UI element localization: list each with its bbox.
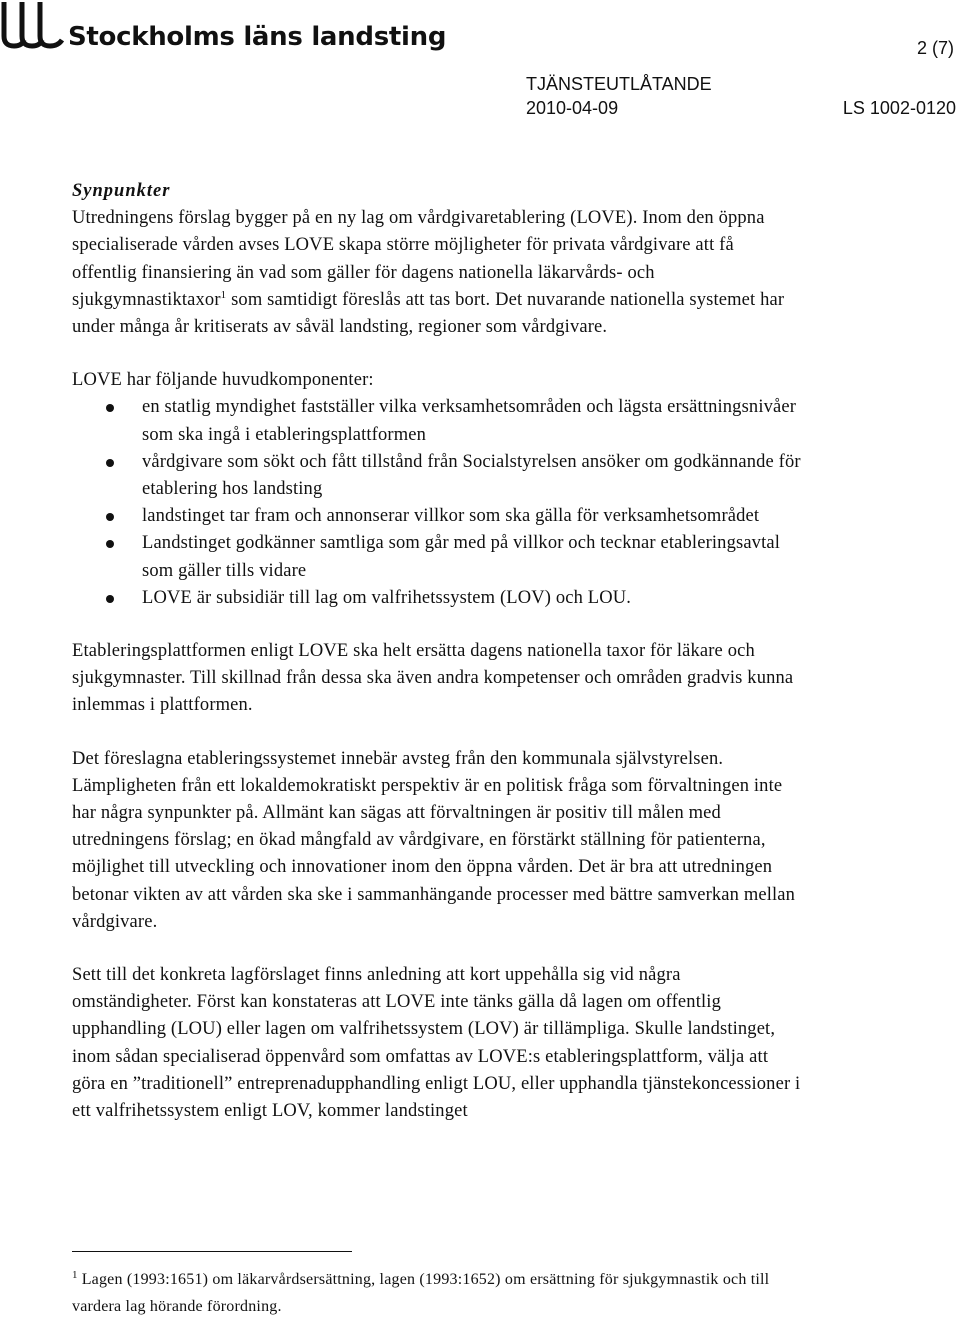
document-date: 2010-04-09 — [526, 98, 619, 118]
sll-logo-mark-icon — [0, 0, 66, 52]
list-item — [71, 530, 802, 584]
document-number: LS 1002-0120 — [842, 98, 956, 118]
paragraph-1-text-a: Utredningens förslag bygger på en ny lag om vårdgivaretablering (LOVE). Inom den öppna specialiserade vården avses LOVE skapa större möjligheter för privata vårdgivare att få offentlig finansiering än vad som gäller för dagens nationella läkarvårds- och sjukgymnastiktaxor — [72, 208, 765, 310]
bullet-icon — [106, 513, 114, 521]
footnote-reference[interactable]: 1 — [220, 288, 227, 301]
document-body — [72, 178, 802, 1151]
list-item-text: LOVE är subsidiär till lag om valfrihetssystem (LOV) och LOU. — [142, 587, 632, 608]
bullet-icon — [106, 540, 114, 548]
page-number: 2 (7) — [916, 38, 954, 58]
bullet-icon — [106, 404, 114, 412]
footnote-divider — [72, 1251, 352, 1252]
list-item — [71, 449, 802, 503]
paragraph-3: Det föreslagna etableringssystemet innebär avsteg från den kommunala självstyrelsen. Lämpligheten från ett lokaldemokratiskt perspektiv är en politisk fråga som förvaltningen inte har några synpunkter på. Allmänt kan sägas att förvaltningen är positiv till målen med utredningens förslag; en ökad mångfald av vårdgivare, en förstärkt ställning för patienterna, möjlighet till utveckling och innovationer inom den öppna vården. Det är bra att utredningen betonar vikten av att vården ska ske i sammanhängande processer med bättre samverkan mellan vårdgivare. — [72, 748, 796, 932]
footnote-marker: 1 — [72, 1268, 78, 1281]
paragraph-1-text-b: som samtidigt föreslås att tas bort. Det nuvarande nationella systemet har under många år kritiserats av såväl landsting, regioner som vårdgivare. — [72, 289, 785, 338]
footnote — [72, 1266, 792, 1320]
list-item — [71, 503, 802, 530]
paragraph-2: Etableringsplattformen enligt LOVE ska helt ersätta dagens nationella taxor för läkare och sjukgymnaster. Till skillnad från dessa ska även andra kompetenser och områden gradvis kunna inlemmas i plattformen. — [72, 641, 794, 716]
footnote-text: Lagen (1993:1651) om läkarvårdsersättning, lagen (1993:1652) om ersättning för sjukgymnastik och till vardera lag hörande förordning. — [72, 1271, 770, 1315]
document-type: TJÄNSTEUTLÅTANDE — [526, 74, 712, 94]
organization-logo — [0, 0, 447, 56]
section-heading: Synpunkter — [72, 181, 171, 201]
list-item — [71, 585, 802, 612]
list-item-text: Landstinget godkänner samtliga som går med på villkor och tecknar etableringsavtal som gäller tills vidare — [142, 533, 781, 581]
organization-name: Stockholms läns landsting — [68, 22, 447, 52]
component-list — [72, 394, 802, 612]
list-intro: LOVE har följande huvudkomponenter: — [72, 370, 374, 391]
list-item-text: en statlig myndighet fastställer vilka verksamhetsområden och lägsta ersättningsnivåer som ska ingå i etableringsplattformen — [142, 397, 797, 445]
paragraph-4: Sett till det konkreta lagförslaget finns anledning att kort uppehålla sig vid några omständigheter. Först kan konstateras att LOVE inte tänks gälla då lagen om offentlig upphandling (LOU) eller lagen om valfrihetssystem (LOV) är tillämpliga. Skulle landstinget, inom sådan specialiserad öppenvård som omfattas av LOVE:s etableringsplattform, välja att göra en ”traditionell” entreprenadupphandling enligt LOU, eller upphandla tjänstekoncessioner i ett valfrihetssystem enligt LOV, kommer landstinget — [72, 965, 801, 1122]
bullet-icon — [106, 459, 114, 467]
list-item — [71, 394, 802, 448]
list-item-text: landstinget tar fram och annonserar villkor som ska gälla för verksamhetsområdet — [142, 506, 760, 527]
paragraph-1 — [72, 205, 802, 341]
list-item-text: vårdgivare som sökt och fått tillstånd från Socialstyrelsen ansöker om godkännande för etablering hos landsting — [142, 451, 801, 500]
bullet-icon — [106, 595, 114, 603]
